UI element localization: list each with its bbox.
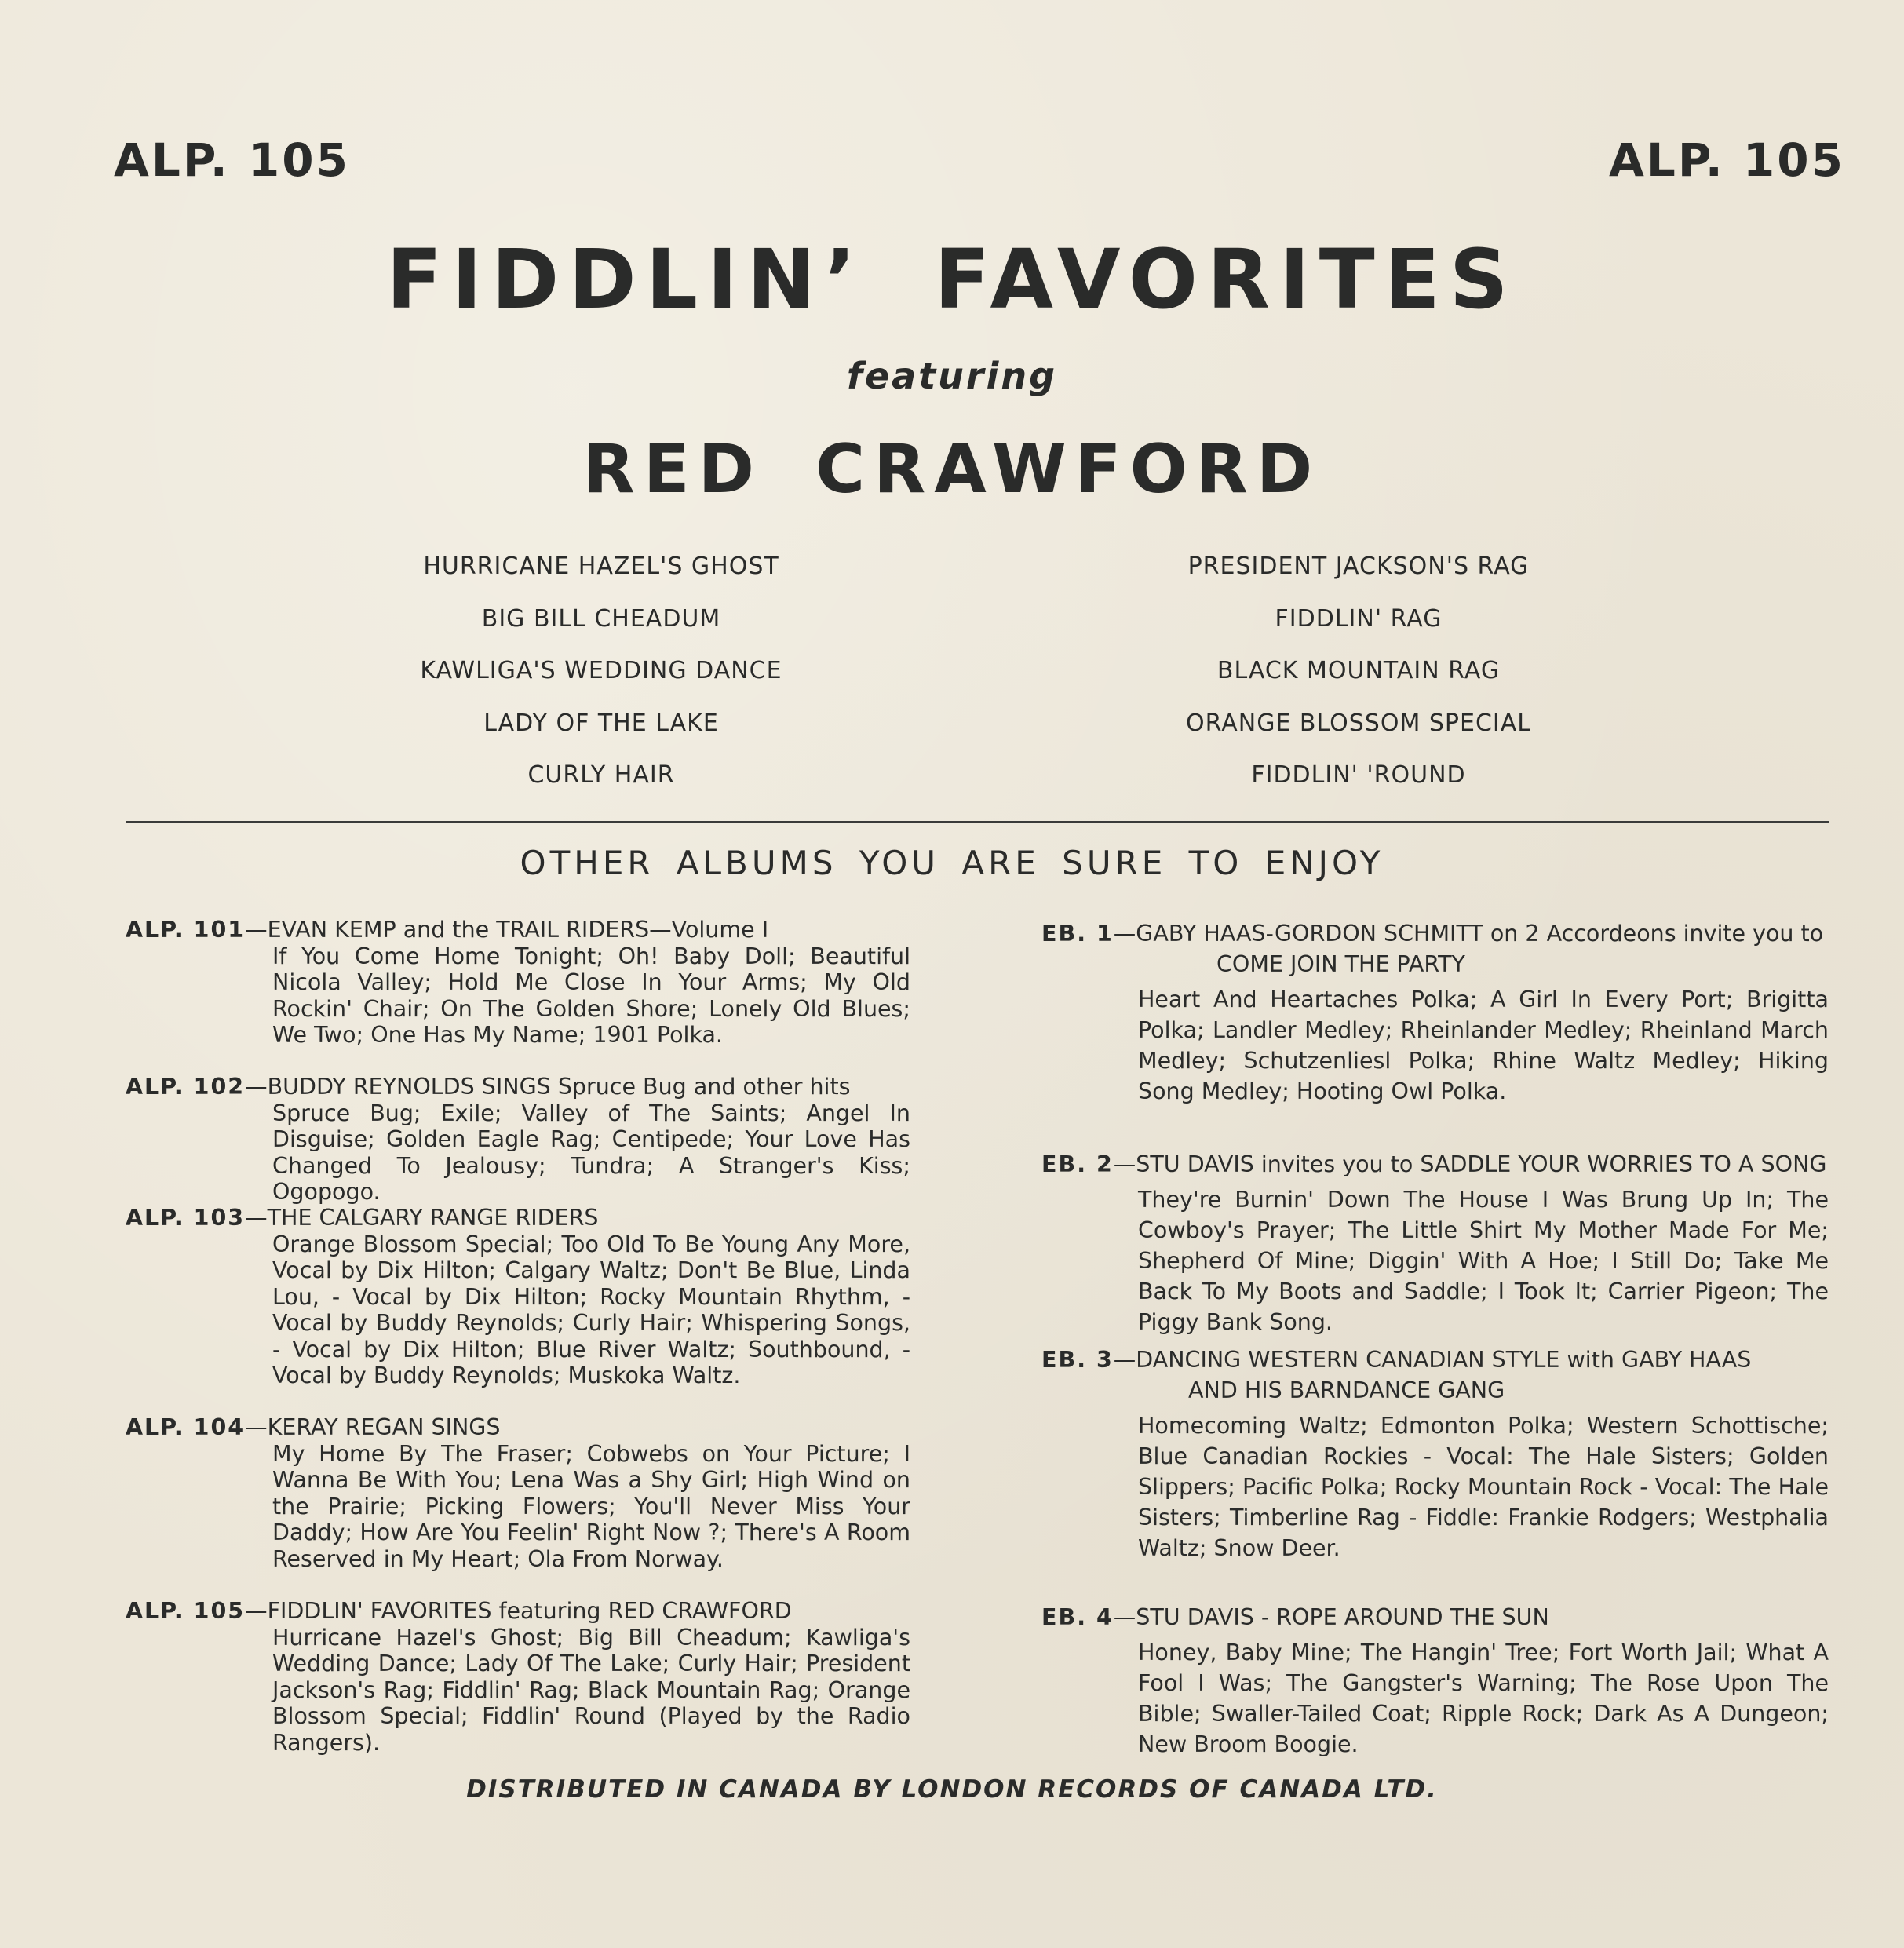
album-entry-eb1 <box>1041 918 1829 1107</box>
album-code: ALP. 104 <box>126 1414 246 1440</box>
album-tracklist: Honey, Baby Mine; The Hangin' Tree; Fort Worth Jail; What A Fool I Was; The Gangster's Warning; The Rose Upon The Bible; Swaller-Tailed Coat; Ripple Rock; Dark As A Dungeon; New Broom Boogie. <box>1138 1640 1829 1757</box>
album-entry-eb4 <box>1041 1602 1829 1760</box>
other-albums-heading: OTHER ALBUMS YOU ARE SURE TO ENJOY <box>520 844 1384 882</box>
album-heading: —GABY HAAS-GORDON SCHMITT on 2 Accordeons invite you to <box>1113 921 1824 947</box>
featuring-label: featuring <box>846 355 1058 397</box>
track-item: LADY OF THE LAKE <box>483 709 719 737</box>
album-heading: —DANCING WESTERN CANADIAN STYLE with GABY HAAS <box>1113 1347 1752 1373</box>
album-entry-alp105 <box>126 1598 910 1756</box>
album-tracklist: Homecoming Waltz; Edmonton Polka; Western Schottische; Blue Canadian Rockies - Vocal: The Hale Sisters; Golden Slippers; Pacific Polka; Rocky Mountain Rock - Vocal: The Hale Sisters; Timberline Rag - Fiddle: Frankie Rodgers; Westphalia Waltz; Snow Deer. <box>1138 1413 1829 1561</box>
album-entry-alp102 <box>126 1074 910 1206</box>
album-entry-alp101 <box>126 917 910 1049</box>
album-heading: —STU DAVIS - ROPE AROUND THE SUN <box>1113 1604 1549 1630</box>
track-item: CURLY HAIR <box>527 761 675 789</box>
album-tracklist: Spruce Bug; Exile; Valley of The Saints; Angel In Disguise; Golden Eagle Rag; Centipede; Your Love Has Changed To Jealousy; Tundra; A Stranger's Kiss; Ogopogo. <box>272 1100 910 1205</box>
album-heading: —FIDDLIN' FAVORITES featuring RED CRAWFORD <box>245 1598 792 1624</box>
album-entry-eb3 <box>1041 1344 1829 1563</box>
track-item: FIDDLIN' RAG <box>1275 604 1443 633</box>
album-tracklist: Orange Blossom Special; Too Old To Be Young Any More, Vocal by Dix Hilton; Calgary Waltz; Don't Be Blue, Linda Lou, - Vocal by Dix Hilton; Rocky Mountain Rhythm, - Vocal by Buddy Reynolds; Curly Hair; Whispering Songs, - Vocal by Dix Hilton; Blue River Waltz; Southbound, - Vocal by Buddy Reynolds; Muskoka Waltz. <box>272 1231 910 1388</box>
track-item: KAWLIGA'S WEDDING DANCE <box>420 657 782 684</box>
album-heading: —THE CALGARY RANGE RIDERS <box>245 1205 599 1231</box>
album-tracklist: Hurricane Hazel's Ghost; Big Bill Cheadum; Kawliga's Wedding Dance; Lady Of The Lake; Curly Hair; President Jackson's Rag; Fiddlin' Rag; Black Mountain Rag; Orange Blossom Special; Fiddlin' Round (Played by the Radio Rangers). <box>272 1624 910 1756</box>
album-entry-alp104 <box>126 1414 910 1572</box>
artist-name: RED CRAWFORD <box>582 430 1322 509</box>
album-entry-eb2 <box>1041 1149 1829 1337</box>
catalog-number-left: ALP. 105 <box>114 133 351 187</box>
album-code: EB. 3 <box>1041 1347 1114 1373</box>
album-tracklist: If You Come Home Tonight; Oh! Baby Doll; Beautiful Nicola Valley; Hold Me Close In Your Arms; My Old Rockin' Chair; On The Golden Shore; Lonely Old Blues; We Two; One Has My Name; 1901 Polka. <box>272 943 910 1048</box>
album-entry-alp103 <box>126 1205 910 1389</box>
album-tracklist: My Home By The Fraser; Cobwebs on Your Picture; I Wanna Be With You; Lena Was a Shy Girl; High Wind on the Prairie; Picking Flowers; You'll Never Miss Your Daddy; How Are You Feelin' Right Now ?; There's A Room Reserved in My Heart; Ola From Norway. <box>272 1440 910 1572</box>
album-tracklist: They're Burnin' Down The House I Was Brung Up In; The Cowboy's Prayer; The Little Shirt My Mother Made For Me; Shepherd Of Mine; Diggin' With A Hoe; I Still Do; Take Me Back To My Boots and Saddle; I Took It; Carrier Pigeon; The Piggy Bank Song. <box>1138 1187 1829 1335</box>
album-title: FIDDLIN’ FAVORITES <box>386 232 1518 327</box>
track-list-right <box>1005 549 1712 811</box>
album-heading: —BUDDY REYNOLDS SINGS Spruce Bug and other hits <box>245 1074 851 1100</box>
album-code: ALP. 102 <box>126 1074 246 1100</box>
catalog-number-right: ALP. 105 <box>1608 133 1845 187</box>
track-item: PRESIDENT JACKSON'S RAG <box>1187 553 1530 580</box>
distribution-notice: DISTRIBUTED IN CANADA BY LONDON RECORDS OF CANADA LTD. <box>466 1775 1438 1804</box>
album-heading: —EVAN KEMP and the TRAIL RIDERS—Volume I <box>245 917 769 943</box>
divider <box>126 821 1829 823</box>
track-item: HURRICANE HAZEL'S GHOST <box>423 553 779 580</box>
track-item: FIDDLIN' 'ROUND <box>1251 761 1466 789</box>
track-item: BLACK MOUNTAIN RAG <box>1216 657 1501 684</box>
album-heading: —STU DAVIS invites you to SADDLE YOUR WORRIES TO A SONG <box>1113 1151 1827 1177</box>
album-code: ALP. 103 <box>126 1205 246 1231</box>
album-code: EB. 2 <box>1041 1151 1114 1177</box>
album-heading: —KERAY REGAN SINGS <box>245 1414 501 1440</box>
track-item: BIG BILL CHEADUM <box>481 604 721 633</box>
album-subheading: AND HIS BARNDANCE GANG <box>1188 1377 1505 1403</box>
album-subheading: COME JOIN THE PARTY <box>1216 951 1465 977</box>
track-item: ORANGE BLOSSOM SPECIAL <box>1185 709 1532 737</box>
album-tracklist: Heart And Heartaches Polka; A Girl In Every Port; Brigitta Polka; Landler Medley; Rheinlander Medley; Rheinland March Medley; Schutzenliesl Polka; Rhine Waltz Medley; Hiking Song Medley; Hooting Owl Polka. <box>1138 987 1829 1104</box>
album-code: EB. 1 <box>1041 921 1114 947</box>
album-code: ALP. 101 <box>126 917 246 943</box>
album-code: ALP. 105 <box>126 1598 246 1624</box>
album-code: EB. 4 <box>1041 1604 1114 1630</box>
track-list-left <box>248 549 954 811</box>
